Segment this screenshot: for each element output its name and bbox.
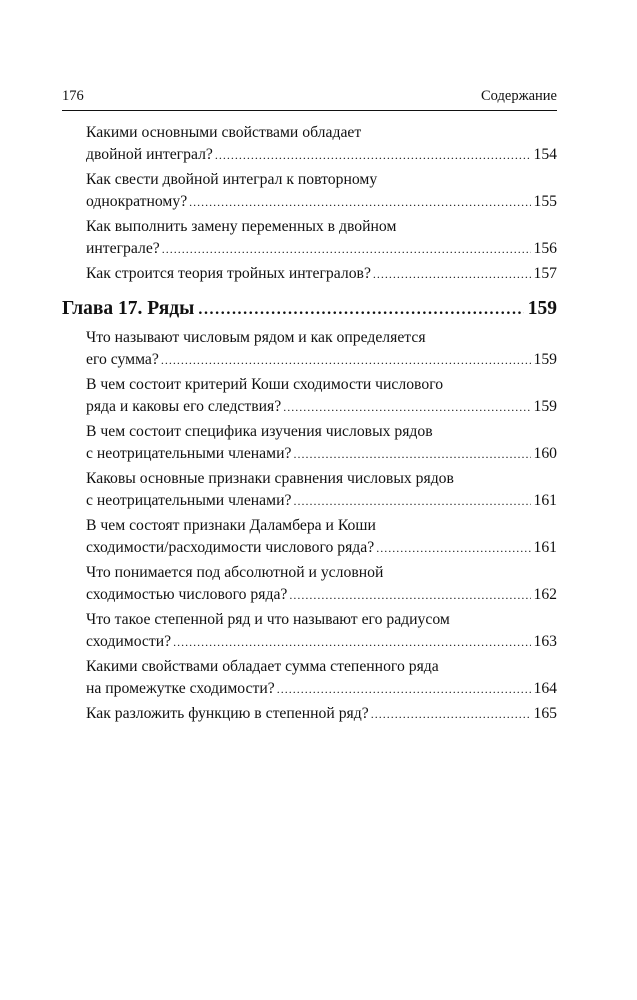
leader-dots — [189, 191, 531, 213]
toc-entry-text: Что такое степенной ряд и что называют его радиусом — [86, 611, 450, 628]
leader-dots — [283, 396, 531, 418]
toc-entry-text: сходимостью числового ряда? — [86, 586, 288, 603]
page-number: 176 — [62, 88, 84, 104]
toc-entry-text: В чем состоит специфика изучения числовых рядов — [86, 423, 433, 440]
leader-dots — [376, 537, 531, 559]
leader-dots — [371, 703, 532, 725]
toc-page-number: 159 — [533, 351, 557, 368]
toc-page-number: 159 — [533, 398, 557, 415]
toc-page-number: 155 — [533, 193, 557, 210]
toc-entry-text: сходимости? — [86, 633, 172, 650]
toc-entry-text: двойной интеграл? — [86, 146, 213, 163]
leader-dots — [161, 349, 532, 371]
toc-page-number: 161 — [533, 539, 557, 556]
toc-page-number: 156 — [533, 240, 557, 257]
header-rule — [62, 110, 557, 111]
toc-page-number: 163 — [533, 633, 557, 650]
toc-entry-text: Какими основными свойствами обладает — [86, 124, 362, 141]
toc-entry[interactable] — [86, 421, 557, 465]
toc-page-number: 157 — [533, 265, 557, 282]
chapter-page-number: 159 — [527, 298, 557, 319]
chapter-title: Глава 17. Ряды — [62, 298, 195, 319]
toc-entry-text: его сумма? — [86, 351, 159, 368]
toc-page-number: 154 — [533, 146, 557, 163]
toc-entry-text: интеграле? — [86, 240, 160, 257]
toc-entry[interactable] — [86, 263, 557, 285]
toc-entry-text: Какими свойствами обладает сумма степенного ряда — [86, 658, 439, 675]
toc-entry-text: Что понимается под абсолютной и условной — [86, 564, 384, 581]
toc-entry-text: Как выполнить замену переменных в двойном — [86, 218, 397, 235]
toc-entry[interactable] — [86, 609, 557, 653]
leader-dots — [277, 678, 532, 700]
leader-dots — [198, 296, 523, 324]
toc-entry-text: на промежутке сходимости? — [86, 680, 275, 697]
toc-entry-text: В чем состоят признаки Даламбера и Коши — [86, 517, 376, 534]
toc-entry[interactable] — [86, 122, 557, 166]
toc-entry[interactable] — [86, 374, 557, 418]
toc-entry[interactable] — [86, 327, 557, 371]
toc-page-number: 162 — [533, 586, 557, 603]
toc-entry[interactable] — [86, 468, 557, 512]
toc-entry-text: Как свести двойной интеграл к повторному — [86, 171, 378, 188]
leader-dots — [289, 584, 531, 606]
toc-page-number: 161 — [533, 492, 557, 509]
toc-entry-text: Каковы основные признаки сравнения числовых рядов — [86, 470, 454, 487]
toc-entry-text: однократному? — [86, 193, 188, 210]
leader-dots — [162, 238, 532, 260]
toc-entry-text: с неотрицательными членами? — [86, 445, 292, 462]
toc-entry[interactable] — [86, 216, 557, 260]
leader-dots — [293, 443, 531, 465]
toc-entry-text: ряда и каковы его следствия? — [86, 398, 282, 415]
leader-dots — [293, 490, 531, 512]
toc-entry[interactable] — [86, 703, 557, 725]
toc-page-number: 165 — [533, 705, 557, 722]
leader-dots — [215, 144, 532, 166]
toc-entry-text: Что называют числовым рядом и как определяется — [86, 329, 426, 346]
toc-entry[interactable] — [86, 515, 557, 559]
toc-entry[interactable] — [86, 169, 557, 213]
toc-entry[interactable] — [86, 656, 557, 700]
toc-page-number: 164 — [533, 680, 557, 697]
toc-entry-text: сходимости/расходимости числового ряда? — [86, 539, 375, 556]
running-header — [62, 88, 557, 108]
table-of-contents — [62, 122, 557, 728]
section-title: Содержание — [481, 88, 557, 104]
toc-page-number: 160 — [533, 445, 557, 462]
chapter-heading[interactable] — [62, 295, 557, 324]
toc-entry-text: Как строится теория тройных интегралов? — [86, 265, 371, 282]
leader-dots — [373, 263, 532, 285]
leader-dots — [173, 631, 531, 653]
toc-entry-text: В чем состоит критерий Коши сходимости числового — [86, 376, 444, 393]
toc-entry[interactable] — [86, 562, 557, 606]
toc-entry-text: Как разложить функцию в степенной ряд? — [86, 705, 369, 722]
toc-entry-text: с неотрицательными членами? — [86, 492, 292, 509]
